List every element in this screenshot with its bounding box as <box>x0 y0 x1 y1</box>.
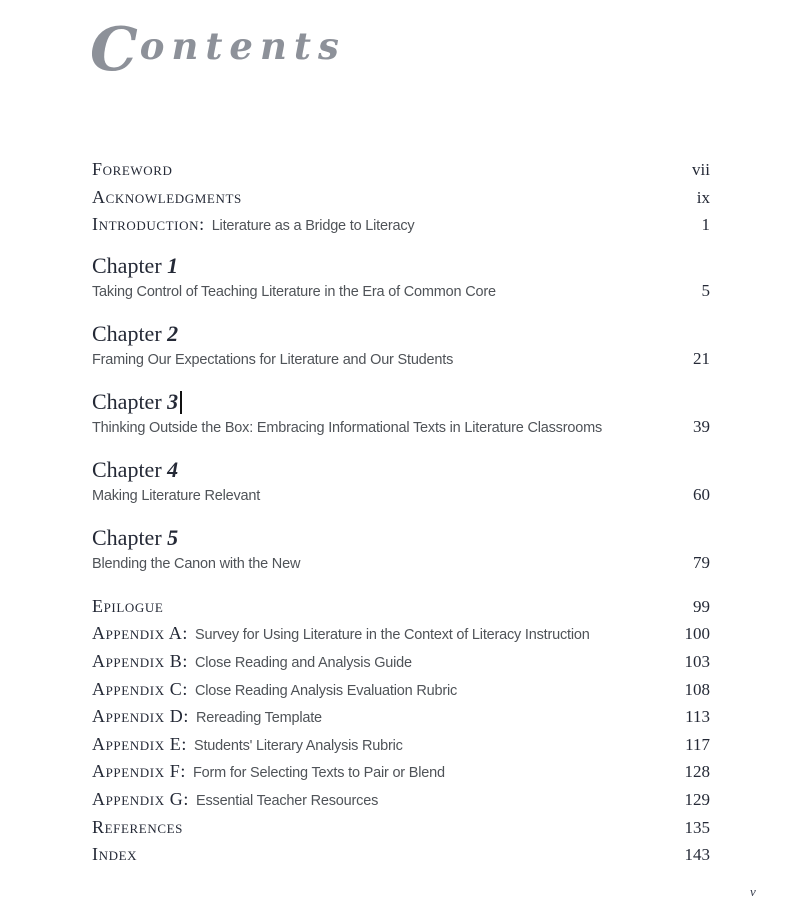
entry-page-number: 113 <box>685 707 710 727</box>
toc-entry <box>92 786 710 814</box>
chapter-entry <box>92 389 710 438</box>
chapter-entry <box>92 525 710 574</box>
entry-subtitle: Literature as a Bridge to Literacy <box>211 218 415 235</box>
chapter-subtitle: Blending the Canon with the New <box>92 555 301 572</box>
page-title-initial: C <box>90 15 138 85</box>
entry-subtitle: Essential Teacher Resources <box>196 792 379 809</box>
entry-page-number: 103 <box>684 651 710 671</box>
entry-label: Appendix C: <box>92 678 189 699</box>
toc-entry <box>92 703 710 731</box>
chapter-subtitle: Making Literature Relevant <box>92 487 261 504</box>
chapter-subtitle-row <box>92 349 710 370</box>
entry-label: Appendix D: <box>92 706 189 727</box>
toc-entry <box>92 731 710 759</box>
chapter-heading <box>92 389 710 415</box>
toc-entry <box>92 184 710 212</box>
chapter-word: Chapter <box>92 252 162 278</box>
entry-subtitle: Survey for Using Literature in the Context of Literacy Instruction <box>195 627 590 644</box>
chapter-word: Chapter <box>92 524 162 550</box>
front-matter-list <box>92 156 710 239</box>
chapter-heading <box>92 457 710 483</box>
entry-label: Epilogue <box>92 595 164 616</box>
entry-page-number: 135 <box>684 817 710 837</box>
chapter-entry <box>92 321 710 370</box>
chapter-subtitle-row <box>92 417 710 438</box>
toc-text-area[interactable] <box>92 156 710 869</box>
chapter-number: 1 <box>167 252 179 278</box>
entry-page-number: ix <box>696 187 710 207</box>
entry-subtitle: Form for Selecting Texts to Pair or Blend <box>193 765 445 782</box>
chapter-number: 3 <box>167 388 179 414</box>
chapter-subtitle-row <box>92 553 710 574</box>
toc-entry <box>92 814 710 842</box>
chapter-list <box>92 253 710 574</box>
entry-label: Appendix E: <box>92 733 187 754</box>
back-matter-list <box>92 593 710 869</box>
entry-subtitle: Students' Literary Analysis Rubric <box>194 737 403 754</box>
entry-page-number: 117 <box>685 734 710 754</box>
toc-entry <box>92 676 710 704</box>
chapter-number: 2 <box>167 320 179 346</box>
chapter-subtitle: Taking Control of Teaching Literature in the Era of Common Core <box>92 283 496 300</box>
entry-page-number: 108 <box>684 679 710 699</box>
entry-page-number: 128 <box>684 762 710 782</box>
chapter-entry <box>92 457 710 506</box>
entry-label: Acknowledgments <box>92 186 242 207</box>
chapter-subtitle-row <box>92 485 710 506</box>
entry-page-number: 143 <box>684 845 710 865</box>
chapter-heading <box>92 253 710 279</box>
entry-label: References <box>92 816 183 837</box>
page-title-rest: ontents <box>139 24 346 68</box>
toc-entry <box>92 156 710 184</box>
entry-subtitle: Close Reading and Analysis Guide <box>195 654 412 671</box>
entry-label: Appendix A: <box>92 623 189 644</box>
entry-page-number: 100 <box>684 624 710 644</box>
entry-label: Appendix F: <box>92 761 187 782</box>
toc-entry <box>92 211 710 239</box>
entry-label: Introduction: <box>92 214 205 235</box>
chapter-subtitle: Thinking Outside the Box: Embracing Informational Texts in Literature Classrooms <box>92 419 603 436</box>
entry-label: Appendix G: <box>92 788 189 809</box>
toc-entry <box>92 841 710 869</box>
chapter-word: Chapter <box>92 320 162 346</box>
entry-page-number: 129 <box>684 789 710 809</box>
entry-subtitle: Close Reading Analysis Evaluation Rubric <box>195 682 458 699</box>
entry-page-number: vii <box>692 160 710 179</box>
chapter-subtitle-row <box>92 281 710 302</box>
chapter-number: 5 <box>167 524 179 550</box>
toc-entry <box>92 758 710 786</box>
chapter-number: 4 <box>167 456 179 482</box>
entry-page-number: 1 <box>701 215 710 235</box>
folio-page-number: v <box>750 884 756 899</box>
page-title <box>90 15 346 85</box>
chapter-entry <box>92 253 710 302</box>
toc-entry <box>92 648 710 676</box>
chapter-heading <box>92 321 710 347</box>
chapter-word: Chapter <box>92 456 162 482</box>
text-cursor <box>180 391 182 414</box>
toc-entry <box>92 620 710 648</box>
toc-entry <box>92 593 710 621</box>
chapter-subtitle: Framing Our Expectations for Literature and Our Students <box>92 351 454 368</box>
chapter-page-number: 79 <box>693 552 710 572</box>
chapter-page-number: 60 <box>693 484 710 504</box>
entry-label: Index <box>92 844 138 865</box>
entry-page-number: 99 <box>693 596 710 616</box>
chapter-page-number: 5 <box>701 280 710 300</box>
chapter-heading <box>92 525 710 551</box>
chapter-word: Chapter <box>92 388 162 414</box>
entry-label: Foreword <box>92 159 173 179</box>
entry-subtitle: Rereading Template <box>196 710 322 727</box>
chapter-page-number: 21 <box>693 348 710 368</box>
chapter-page-number: 39 <box>693 416 710 436</box>
entry-label: Appendix B: <box>92 650 189 671</box>
